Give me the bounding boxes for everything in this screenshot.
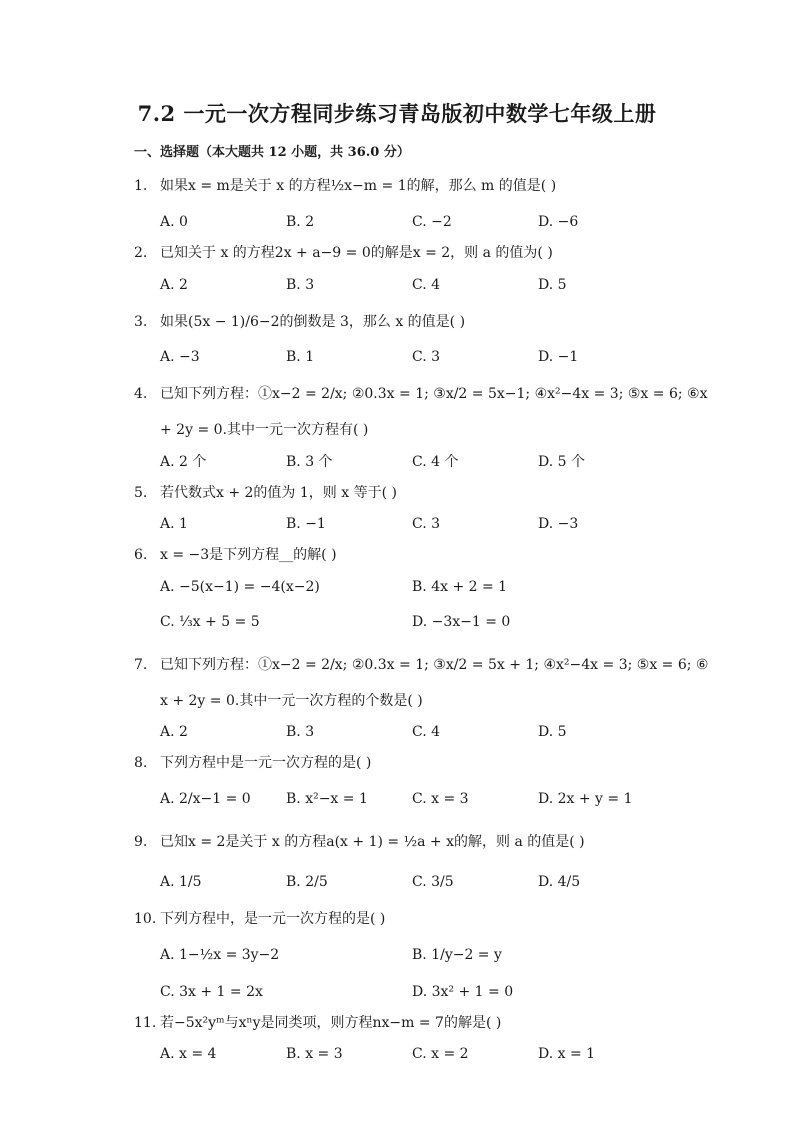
option-a: A. 2 [160, 277, 188, 293]
question-number: 4. [134, 386, 148, 402]
question-text: 若代数式x + 2的值为 1，则 x 等于( ) [160, 485, 397, 501]
question-text: 已知下列方程：①x−2 = 2/x; ②0.3x = 1; ③x/2 = 5x−1; ④x²−4x = 3; ⑤x = 6; ⑥x [160, 386, 708, 402]
option-c: C. 3 [412, 516, 441, 532]
question-text: 已知下列方程：①x−2 = 2/x; ②0.3x = 1; ③x/2 = 5x + 1; ④x²−4x = 3; ⑤x = 6; ⑥ [160, 657, 709, 673]
question-number: 8. [134, 755, 148, 771]
question-10 [134, 910, 694, 928]
question-9 [134, 833, 694, 851]
option-b: B. −1 [286, 516, 326, 532]
option-d: D. −3x−1 = 0 [412, 614, 511, 630]
question-number: 3. [134, 314, 148, 330]
question-6 [134, 546, 694, 564]
option-c: C. 3 [412, 349, 441, 365]
option-c: C. −2 [412, 214, 452, 230]
option-d: D. −3 [538, 516, 579, 532]
option-a: A. 2 个 [160, 454, 207, 470]
option-b: B. 4x + 2 = 1 [412, 579, 508, 595]
option-a: A. 2/x−1 = 0 [160, 791, 251, 807]
question-8 [134, 754, 694, 772]
question-number: 6. [134, 547, 148, 563]
option-a: A. 0 [160, 214, 188, 230]
option-b: B. 2/5 [286, 874, 328, 890]
option-d: D. 4/5 [538, 874, 581, 890]
section-heading: 一、选择题（本大题共 12 小题，共 36.0 分） [134, 145, 410, 160]
question-text: 下列方程中，是一元一次方程的是( ) [160, 911, 386, 927]
question-number: 7. [134, 657, 148, 673]
question-2 [134, 244, 694, 262]
option-a: A. 1 [160, 516, 188, 532]
question-continuation: + 2y = 0.其中一元一次方程有( ) [160, 422, 369, 438]
option-c: C. 3/5 [412, 874, 454, 890]
option-d: D. −6 [538, 214, 579, 230]
option-a: A. 2 [160, 724, 188, 740]
option-c: C. x = 3 [412, 791, 469, 807]
question-11 [134, 1014, 694, 1032]
option-a: A. 1/5 [160, 874, 202, 890]
question-text: 已知x = 2是关于 x 的方程a(x + 1) = ½a + x的解，则 a 的值是( ) [160, 834, 585, 850]
option-d: D. 3x² + 1 = 0 [412, 984, 514, 1000]
page-title: 7.2 一元一次方程同步练习青岛版初中数学七年级上册 [137, 101, 657, 126]
question-number: 9. [134, 834, 148, 850]
option-b: B. 1/y−2 = y [412, 947, 502, 963]
question-continuation: x + 2y = 0.其中一元一次方程的个数是( ) [160, 693, 423, 709]
question-number: 10. [134, 911, 157, 927]
question-text: 如果(5x − 1)/6−2的倒数是 3，那么 x 的值是( ) [160, 314, 466, 330]
question-text: 下列方程中是一元一次方程的是( ) [160, 755, 372, 771]
question-number: 2. [134, 245, 148, 261]
option-a: A. −3 [160, 349, 200, 365]
question-text: 已知关于 x 的方程2x + a−9 = 0的解是x = 2，则 a 的值为( ) [160, 245, 553, 261]
question-1 [134, 177, 694, 195]
option-b: B. 3 个 [286, 454, 333, 470]
option-c: C. ⅓x + 5 = 5 [160, 614, 260, 630]
option-c: C. 3x + 1 = 2x [160, 984, 263, 1000]
option-d: D. 5 [538, 724, 567, 740]
question-text: 若−5x²yᵐ与xⁿy是同类项，则方程nx−m = 7的解是( ) [160, 1015, 502, 1031]
option-d: D. 2x + y = 1 [538, 791, 633, 807]
option-b: B. 1 [286, 349, 315, 365]
option-b: B. x²−x = 1 [286, 791, 368, 807]
option-b: B. 3 [286, 277, 315, 293]
option-d: D. 5 [538, 277, 567, 293]
question-number: 11. [134, 1015, 157, 1031]
question-number: 5. [134, 485, 148, 501]
question-5 [134, 484, 694, 502]
option-c: C. 4 [412, 724, 441, 740]
question-number: 1. [134, 178, 148, 194]
question-text: 如果x = m是关于 x 的方程½x−m = 1的解，那么 m 的值是( ) [160, 178, 557, 194]
option-d: D. x = 1 [538, 1046, 596, 1062]
question-7 [134, 656, 709, 674]
question-4 [134, 385, 708, 403]
question-3 [134, 313, 694, 331]
option-a: A. x = 4 [160, 1046, 217, 1062]
question-text: x = −3是下列方程__的解( ) [160, 547, 337, 563]
option-c: C. 4 [412, 277, 441, 293]
option-d: D. 5 个 [538, 454, 585, 470]
option-c: C. 4 个 [412, 454, 459, 470]
option-a: A. −5(x−1) = −4(x−2) [160, 579, 320, 595]
option-d: D. −1 [538, 349, 579, 365]
option-b: B. x = 3 [286, 1046, 343, 1062]
option-a: A. 1−½x = 3y−2 [160, 947, 280, 963]
option-b: B. 3 [286, 724, 315, 740]
option-c: C. x = 2 [412, 1046, 469, 1062]
option-b: B. 2 [286, 214, 315, 230]
